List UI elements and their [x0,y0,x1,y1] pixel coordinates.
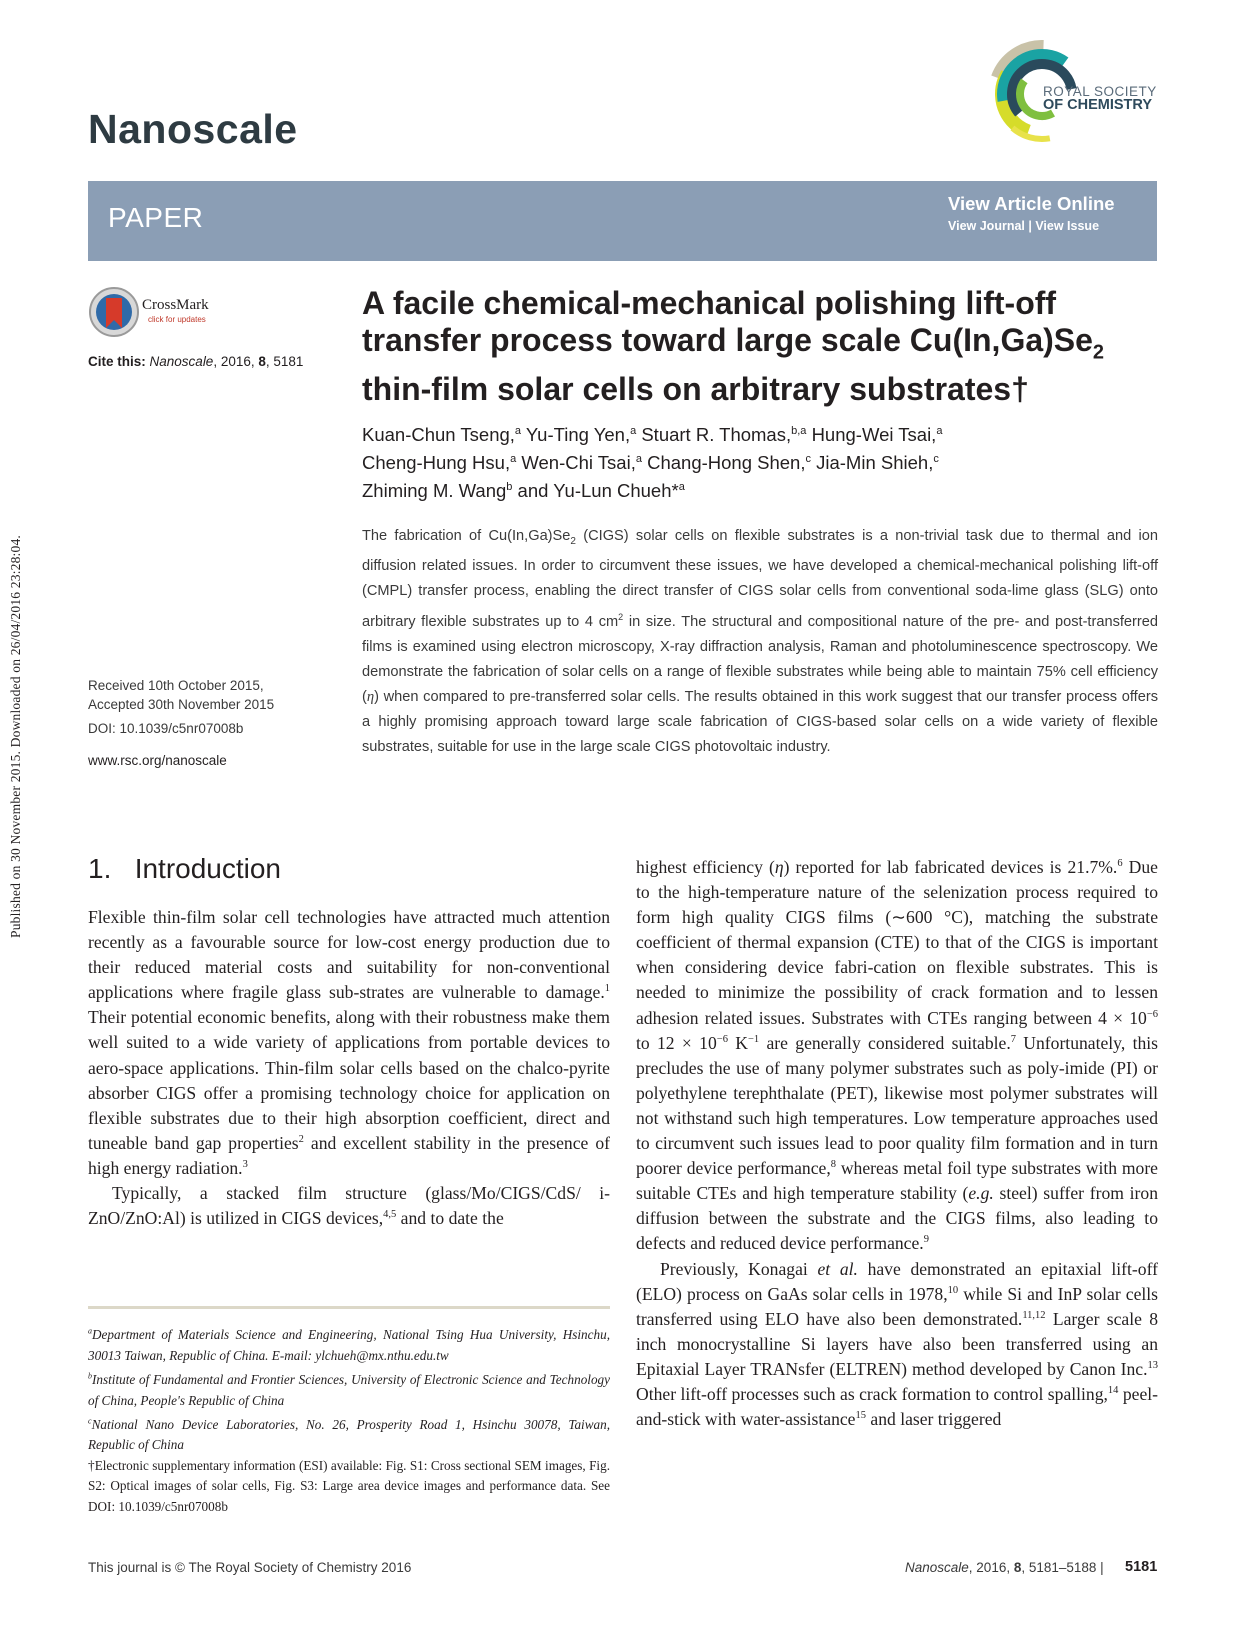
article-type-label: PAPER [108,202,204,233]
intro-paragraph-1: Flexible thin-film solar cell technologies have attracted much attention recently as a favourable source for low-cost energy production due to their reduced material costs and suitability for non-conventional applications where fragile glass sub-strates are vulnerable to damage.$^1$ Their potential economic benefits, along with their robustness make them well suited to a wide variety of applications from portable devices to aero-space applications. Thin-film solar cells based on the chalco-pyrite absorber CIGS offer a promising technology choice for application on flexible substrates due to their high absorption coefficient, direct and tuneable band gap properties$^2$ and excellent stability in the presence of high energy radiation.$^3$ [88,907,610,1178]
author: Chang-Hong Shen,$^c$ [647,452,811,474]
footnote-affiliation-c: $^c$National Nano Device Laboratories, No. 26, Prosperity Road 1, Hsinchu 30078, Taiwan, Republic of China [88,1416,610,1453]
cite-this [88,354,303,369]
view-article-online-link[interactable]: View Article Online [948,193,1115,214]
author: Hung-Wei Tsai,$^a$ [811,424,943,446]
author: Jia-Min Shieh,$^c$ [816,452,939,474]
author: Zhiming M. Wang$^b$ [362,480,513,502]
intro-paragraph-2: Typically, a stacked film structure (glass/Mo/CIGS/CdS/ i-ZnO/ZnO:Al) is utilized in CIGS devices,$^{4,5}$ and to date the [88,1183,610,1229]
section-heading-introduction: 1. Introduction [88,853,282,884]
title-line-1: A facile chemical-mechanical polishing lift-off [362,285,1057,321]
body-column-left [88,905,610,1231]
doi[interactable]: DOI: 10.1039/c5nr07008b [88,721,244,736]
received-date: Received 10th October 2015, [88,678,264,693]
footnotes [88,1322,610,1518]
footnote-affiliation-a: $^a$Department of Materials Science and Engineering, National Tsing Hua University, Hsinchu, 30013 Taiwan, Republic of China. E-mail: ylchueh@mx.nthu.edu.tw [88,1327,610,1363]
received-accepted-dates [88,676,274,714]
journal-title: Nanoscale [88,106,298,152]
title-line-3: thin-film solar cells on arbitrary substrates† [362,371,1029,408]
author: Yu-Ting Yen,$^a$ [525,424,637,446]
accepted-date: Accepted 30th November 2015 [88,697,275,712]
crossmark-label[interactable]: CrossMark [142,297,209,313]
published-side-note [8,458,28,938]
footer-citation: Nanoscale, 2016, 8, 5181–5188 | [905,1560,1104,1575]
footer-copyright: This journal is © The Royal Society of Chemistry 2016 [88,1560,412,1575]
author: Stuart R. Thomas,$^{b,a}$ [641,424,807,446]
right-paragraph-2: Previously, Konagai et al. have demonstrated an epitaxial lift-off (ELO) process on GaAs solar cells in 1978,10 while Si and InP solar cells transferred using ELO have also been demonstrated.$^{11,12}$ Larger scale 8 inch monocrystalline Si layers have also been transferred using an Epitaxial Layer TRANsfer (ELTREN) method developed by Canon Inc.$^{13}$ Other lift-off processes such as crack formation to control spalling,$^{14}$ peel-and-stick with water-assistance$^{15}$ and laser triggered [636,1258,1159,1430]
author-list [362,419,1122,503]
side-note-text: Published on 30 November 2015. Downloaded on 26/04/2016 23:28:04. [8,535,23,938]
author: Cheng-Hung Hsu,$^a$ [362,452,517,474]
footnote-esi: †Electronic supplementary information (ESI) available: Fig. S1: Cross sectional SEM images, Fig. S2: Optical images of solar cells, Fig. S3: Large area device images and performance data. See DOI: 10.1039/c5nr07008b [88,1457,610,1514]
cite-journal: Nanoscale [149,354,214,369]
abstract: The fabrication of $Cu(In,Ga)Se_2$ (CIGS) solar cells on flexible substrates is a non-trivial task due to thermal and ion diffusion related issues. In order to circumvent these issues, we have developed a chemical-mechanical polishing lift-off (CMPL) transfer process, enabling the direct transfer of CIGS solar cells from conventional soda-lime glass (SLG) onto arbitrary flexible substrates up to 4 $cm^2$ in size. The structural and compositional nature of the pre- and post-transferred films is examined using electron microscopy, X-ray diffraction analysis, Raman and photoluminescence spectroscopy. We demonstrate the fabrication of solar cells on a range of flexible substrates while being able to maintain 75% cell efficiency (η) when compared to pre-transferred solar cells. The results obtained in this work suggest that our transfer process offers a highly promising approach toward large scale fabrication of CIGS-based solar cells on a wide variety of flexible substrates, suitable for use in the large scale CIGS photovoltaic industry. [362,528,1159,756]
journal-url[interactable]: www.rsc.org/nanoscale [88,753,227,768]
footnote-affiliation-b: $^b$Institute of Fundamental and Frontier Sciences, University of Electronic Science and Technology of China, People's Republic of China [88,1371,610,1408]
page-number: 5181 [1125,1559,1158,1575]
cite-volume: 8 [258,354,266,369]
author: Wen-Chi Tsai,$^a$ [521,452,642,474]
paper-title [362,285,1122,408]
rsc-logo-line1: ROYAL SOCIETY [1043,84,1157,99]
author: and Yu-Lun Chueh*$^a$ [517,480,685,502]
author: Kuan-Chun Tseng,$^a$ [362,424,522,446]
title-line-2: transfer process toward large scale $Cu(In,Ga)Se_2$ [362,322,1105,364]
cite-page: , 5181 [265,354,304,369]
footnote-divider [88,1306,610,1309]
cite-prefix: Cite this: [88,354,146,369]
rsc-logo-line2: OF CHEMISTRY [1043,97,1153,113]
crossmark-sublabel[interactable]: click for updates [148,315,206,324]
right-paragraph-1: highest efficiency (η) reported for lab fabricated devices is 21.7%.$^6$ Due to the high-temperature nature of the selenization process required to form high quality CIGS films (∼600 °C), matching the substrate coefficient of thermal expansion (CTE) to that of the CIGS is important when considering device fabri-cation on flexible substrates. This is needed to minimize the possibility of crack formation and to lessen adhesion related issues. Substrates with CTEs ranging between $4 \times 10^{-6}$ to $12 \times 10^{-6}$ $K^{-1}$ are generally considered suitable.$^7$ Unfortunately, this precludes the use of many polymer substrates such as poly-imide (PI) or polyethylene terephthalate (PET), likewise most polymer substrates will not withstand such high temperatures. Low temperature approaches used to circumvent such issues lead to poor quality film formation and in turn poorer device performance,$^8$ whereas metal foil type substrates with more suitable CTEs and high temperature stability (e.g. steel) suffer from iron diffusion between the substrate and the CIGS films, also leading to defects and reduced device performance.$^9$ [636,857,1158,1254]
cite-year: , 2016, [213,354,259,369]
body-column-right [636,855,1158,1432]
view-journal-issue-links[interactable]: View Journal | View Issue [948,219,1100,233]
